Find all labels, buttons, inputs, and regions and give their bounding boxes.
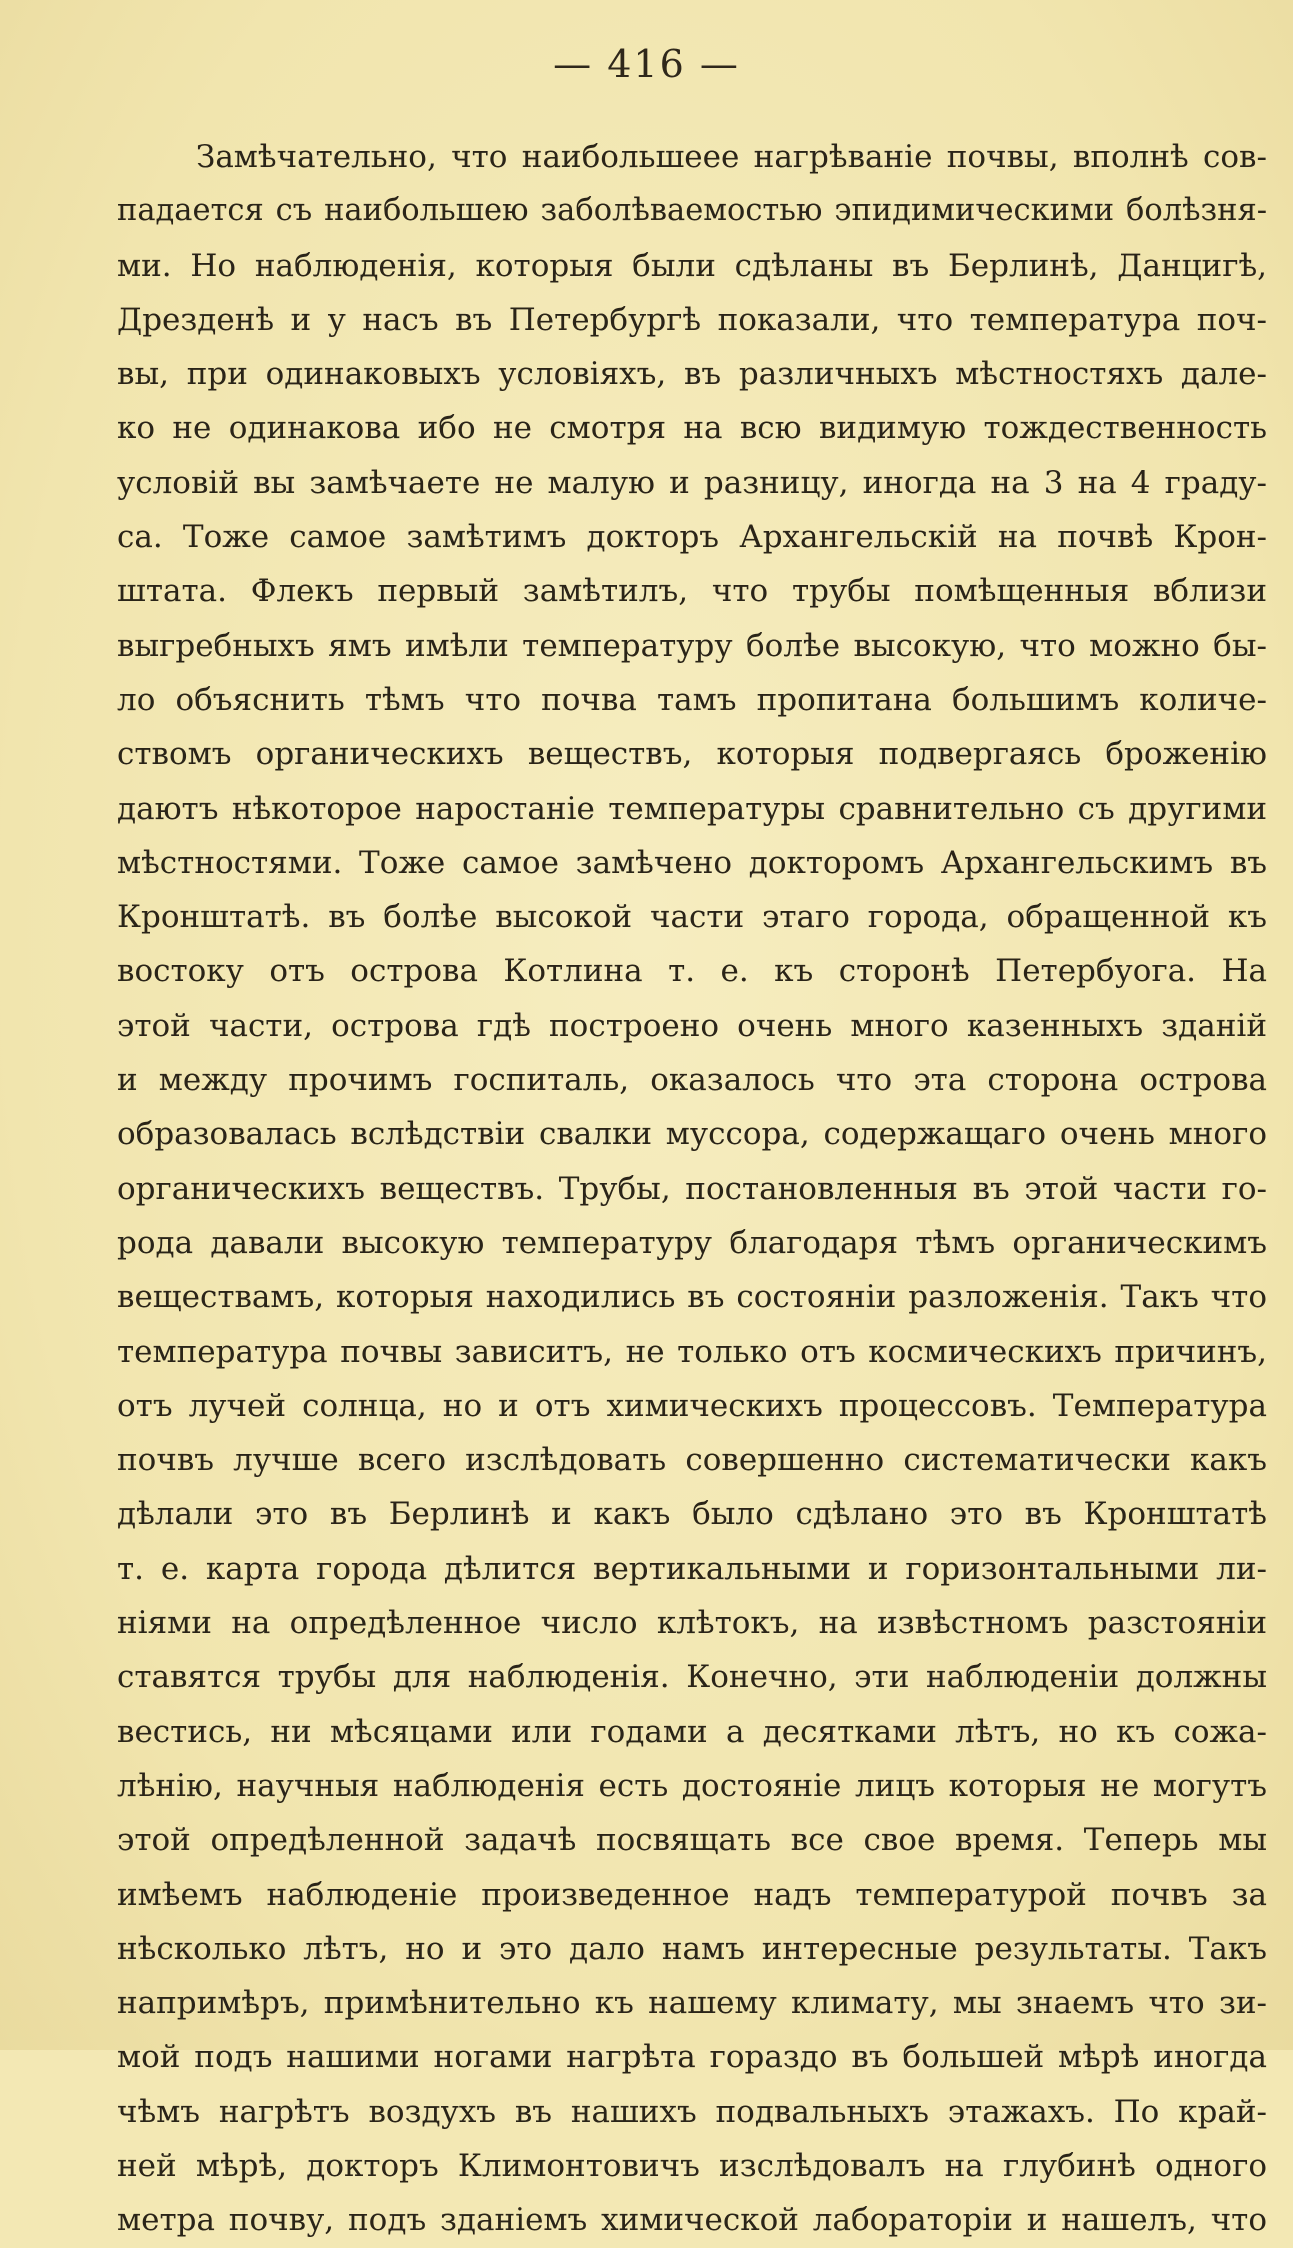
text-line: этой части, острова гдѣ построено очень много казенныхъ зданiй <box>117 1007 1267 1044</box>
text-line: и между прочимъ госпиталь, оказалось что эта сторона острова <box>117 1062 1267 1099</box>
text-line: метра почву, подъ зданiемъ химической лабораторiи и нашелъ, что <box>117 2202 1267 2239</box>
text-line: Кронштатѣ. въ болѣе высокой части этаго города, обращенной къ <box>117 899 1267 936</box>
text-line: ствомъ органическихъ веществъ, которыя подвергаясь броженiю <box>117 736 1267 773</box>
text-line: температура почвы зависитъ, не только отъ космическихъ причинъ, <box>117 1333 1267 1370</box>
text-line: ко не одинакова ибо не смотря на всю видимую тождественность <box>117 410 1267 447</box>
text-line: нѣсколько лѣтъ, но и это дало намъ интересные результаты. Такъ <box>117 1930 1267 1967</box>
text-line: т. е. карта города дѣлится вертикальными и горизонтальными ли- <box>117 1550 1267 1587</box>
text-line: имѣемъ наблюденiе произведенное надъ температурой почвъ за <box>117 1876 1267 1913</box>
text-line: ставятся трубы для наблюденiя. Конечно, эти наблюденiи должны <box>117 1659 1267 1696</box>
text-line: образовалась вслѣдствiи свалки муссора, содержащаго очень много <box>117 1116 1267 1153</box>
text-line: падается съ наибольшею заболѣваемостью эпидимическими болѣзня- <box>117 193 1267 229</box>
text-line: вы, при одинаковыхъ условiяхъ, въ различныхъ мѣстностяхъ дале- <box>117 356 1267 393</box>
text-line: условiй вы замѣчаете не малую и разницу, иногда на 3 на 4 граду- <box>117 464 1267 501</box>
text-line: дѣлали это въ Берлинѣ и какъ было сдѣлано это въ Кронштатѣ <box>117 1496 1267 1533</box>
body-text <box>117 130 1267 2248</box>
text-line: ми. Но наблюденiя, которыя были сдѣланы въ Берлинѣ, Данцигѣ, <box>117 247 1267 284</box>
text-line: органическихъ веществъ. Трубы, постановленныя въ этой части го- <box>117 1170 1267 1207</box>
text-line: веществамъ, которыя находились въ состоянiи разложенiя. Такъ что <box>117 1279 1267 1316</box>
text-line: лѣнiю, научныя наблюденiя есть достоянiе лицъ которыя не могутъ <box>117 1767 1267 1804</box>
text-line: востоку отъ острова Котлина т. е. къ сторонѣ Петербуога. На <box>117 953 1267 990</box>
text-line: мѣстностями. Тоже самое замѣчено докторомъ Архангельскимъ въ <box>117 844 1267 881</box>
page-number: — 416 — <box>553 42 740 86</box>
text-line: вестись, ни мѣсяцами или годами а десятками лѣтъ, но къ сожа- <box>117 1713 1267 1750</box>
text-line: рода давали высокую температуру благодаря тѣмъ органическимъ <box>117 1224 1267 1261</box>
text-line: нiями на опредѣленное число клѣтокъ, на извѣстномъ разстоянiи <box>117 1605 1267 1642</box>
text-line: выгребныхъ ямъ имѣли температуру болѣе высокую, что можно бы- <box>117 627 1267 664</box>
text-line: этой опредѣленной задачѣ посвящать все свое время. Теперь мы <box>117 1822 1267 1859</box>
text-line: напримѣръ, примѣнительно къ нашему климату, мы знаемъ что зи- <box>117 1985 1267 2022</box>
text-line: отъ лучей солнца, но и отъ химическихъ процессовъ. Температура <box>117 1387 1267 1424</box>
text-line: са. Тоже самое замѣтимъ докторъ Архангельскiй на почвѣ Крон- <box>117 519 1267 556</box>
text-line: штата. Флекъ первый замѣтилъ, что трубы помѣщенныя вблизи <box>117 573 1267 610</box>
text-line: Замѣчательно, что наибольшеее нагрѣванiе почвы, вполнѣ сов- <box>196 139 1267 175</box>
text-line: чѣмъ нагрѣтъ воздухъ въ нашихъ подвальныхъ этажахъ. По край- <box>117 2093 1267 2130</box>
text-line: даютъ нѣкоторое наростанiе температуры сравнительно съ другими <box>117 790 1267 827</box>
text-line: почвъ лучше всего изслѣдовать совершенно систематически какъ <box>117 1442 1267 1479</box>
text-line: Дрезденѣ и у насъ въ Петербургѣ показали, что температура поч- <box>117 301 1267 338</box>
text-line: ней мѣрѣ, докторъ Климонтовичъ изслѣдовалъ на глубинѣ одного <box>117 2147 1267 2184</box>
text-line: ло объяснить тѣмъ что почва тамъ пропитана большимъ количе- <box>117 681 1267 718</box>
text-line: мой подъ нашими ногами нагрѣта гораздо въ большей мѣрѣ иногда <box>117 2039 1267 2076</box>
